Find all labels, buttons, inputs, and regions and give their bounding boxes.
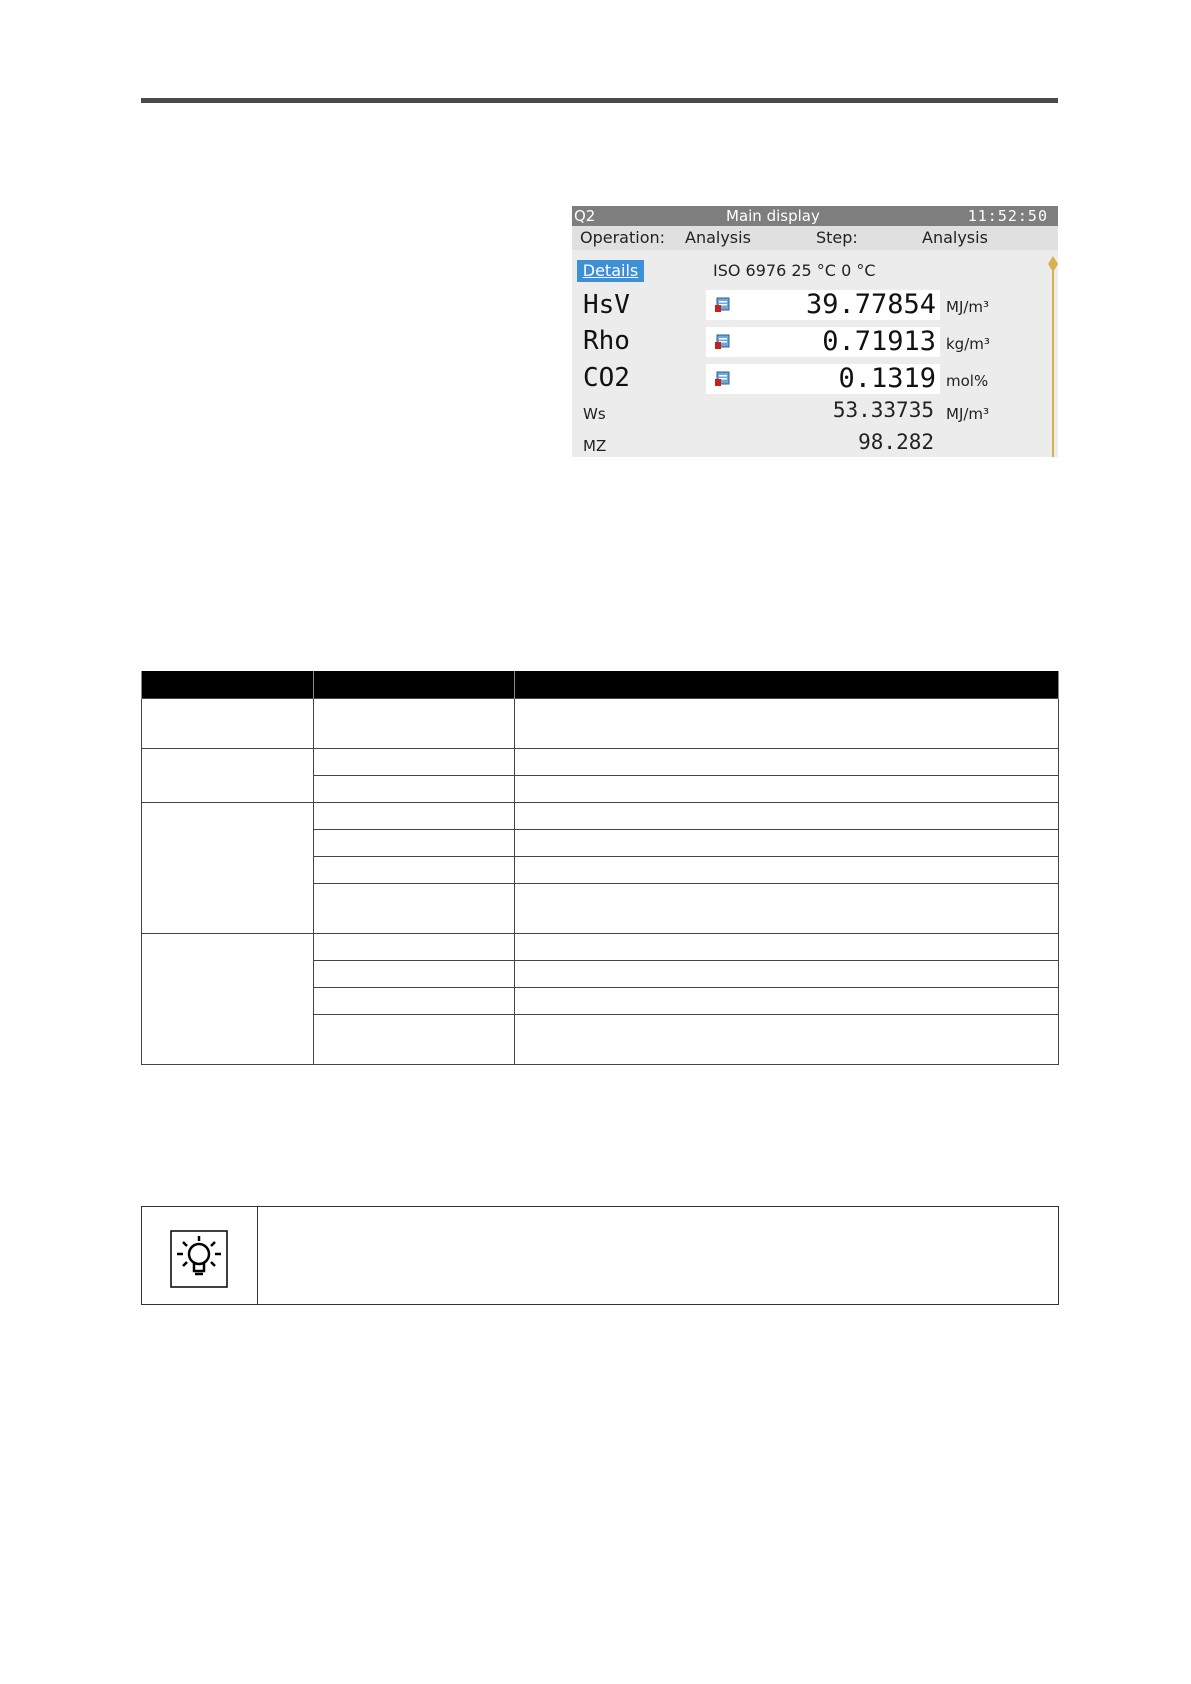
step-label: Step:: [816, 228, 858, 247]
header-rule: [141, 98, 1058, 103]
document-icon[interactable]: [714, 371, 730, 387]
table-cell: [313, 857, 514, 884]
screen-id: Q2: [574, 207, 596, 225]
co2-value: 0.1319: [838, 363, 936, 394]
table-group-cell: [142, 749, 314, 803]
ws-unit: MJ/m³: [946, 405, 990, 423]
table-row: [142, 749, 1059, 776]
co2-label: CO2: [583, 363, 630, 393]
table-row: [142, 803, 1059, 830]
rho-value: 0.71913: [822, 326, 936, 357]
rho-unit: kg/m³: [946, 335, 990, 353]
co2-value-box[interactable]: [706, 364, 940, 394]
document-icon[interactable]: [714, 297, 730, 313]
hsv-label: HsV: [583, 290, 630, 320]
rho-value-box[interactable]: [706, 327, 940, 357]
table-group-cell: [142, 803, 314, 934]
table-cell: [313, 1015, 514, 1065]
scrollbar-track[interactable]: [1052, 264, 1054, 457]
table-cell: [313, 934, 514, 961]
document-icon[interactable]: [714, 334, 730, 350]
table-header-cell: [514, 671, 1058, 699]
specification-table: [141, 671, 1059, 1065]
table-cell: [313, 776, 514, 803]
table-header-cell: [313, 671, 514, 699]
table-header-row: [142, 671, 1059, 699]
tip-divider: [257, 1207, 258, 1304]
screen-title: Main display: [726, 207, 820, 225]
screen-clock: 11:52:50: [967, 207, 1048, 225]
table-cell: [514, 776, 1058, 803]
table-cell: [142, 699, 314, 749]
table-cell: [313, 830, 514, 857]
hsv-value: 39.77854: [805, 289, 936, 320]
table-cell: [514, 830, 1058, 857]
table-group-cell: [142, 934, 314, 1065]
mz-value: 98.282: [858, 430, 934, 454]
table-cell: [514, 857, 1058, 884]
table-row: [142, 699, 1059, 749]
reference-conditions: ISO 6976 25 °C 0 °C: [713, 261, 876, 280]
details-tab[interactable]: Details: [577, 260, 644, 282]
hsv-unit: MJ/m³: [946, 298, 990, 316]
screen-title-bar: [572, 206, 1058, 226]
table-cell: [514, 1015, 1058, 1065]
operation-label: Operation:: [580, 228, 666, 247]
mz-label: MZ: [583, 437, 607, 455]
table-cell: [313, 699, 514, 749]
hsv-value-box[interactable]: [706, 290, 940, 320]
tip-box: [141, 1206, 1059, 1305]
table-header-cell: [142, 671, 314, 699]
step-value: Analysis: [922, 228, 988, 247]
ws-label: Ws: [583, 405, 606, 423]
table-cell: [514, 699, 1058, 749]
operation-value: Analysis: [685, 228, 751, 247]
operation-bar: [572, 226, 1058, 250]
table-cell: [514, 988, 1058, 1015]
table-cell: [514, 749, 1058, 776]
table-cell: [313, 961, 514, 988]
table-cell: [514, 961, 1058, 988]
table-cell: [313, 884, 514, 934]
lightbulb-icon: [170, 1230, 228, 1288]
scroll-thumb-icon[interactable]: [1048, 256, 1058, 272]
table-cell: [514, 803, 1058, 830]
table-cell: [313, 803, 514, 830]
table-cell: [313, 749, 514, 776]
table-cell: [514, 934, 1058, 961]
rho-label: Rho: [583, 326, 630, 356]
device-main-display: [572, 206, 1058, 457]
ws-value: 53.33735: [832, 398, 934, 422]
table-cell: [514, 884, 1058, 934]
table-cell: [313, 988, 514, 1015]
co2-unit: mol%: [946, 372, 989, 390]
table-row: [142, 934, 1059, 961]
